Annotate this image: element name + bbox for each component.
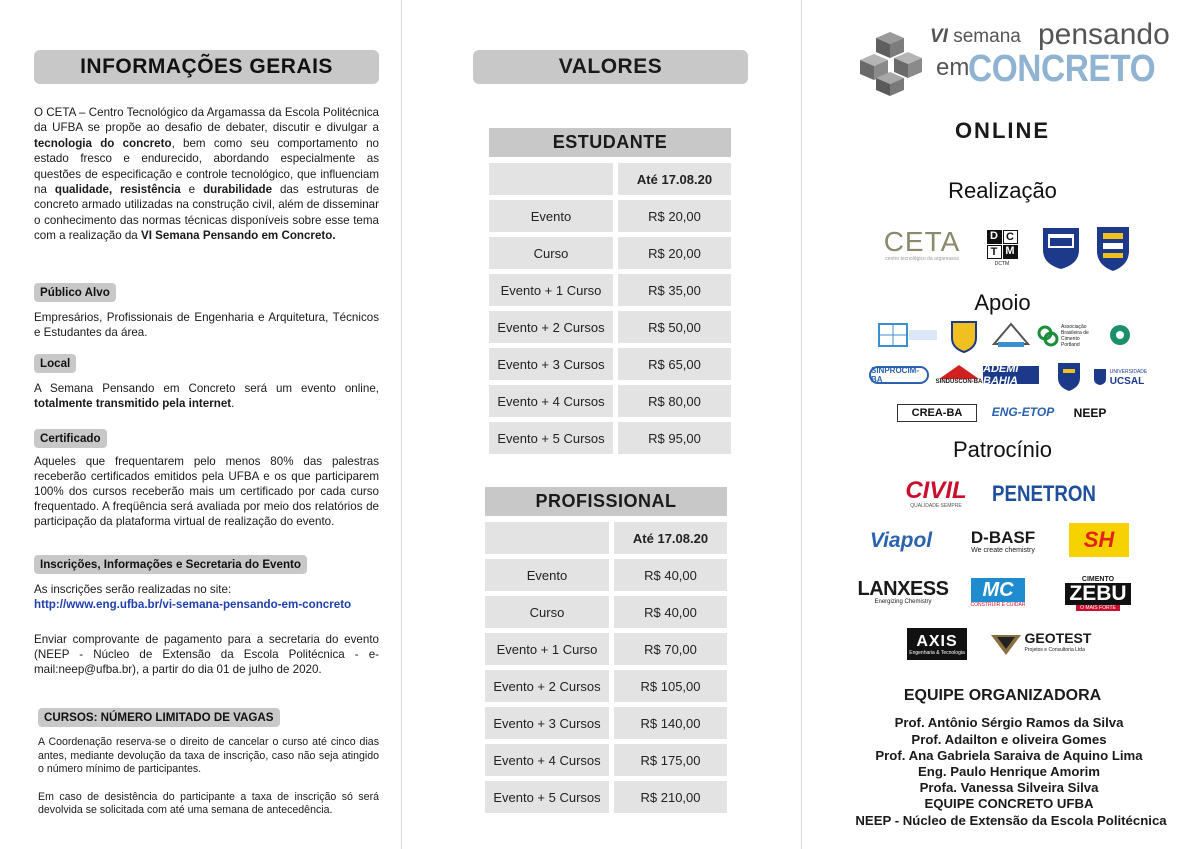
- inscricoes-section: [34, 555, 379, 677]
- option-label: Evento + 5 Cursos: [489, 422, 613, 454]
- abesc-logo: [992, 322, 1030, 348]
- intro-paragraph: O CETA – Centro Tecnológico da Argamassa da Escola Politécnica da UFBA se propõe ao desafio de debater, discutir e divulgar a tecnologia do concreto, bem como seu comportamento no estado fresco e endurecido, abordando especialmente as questões de especificação e controle tecnológico, que influenciam na qualidade, resistência e durabilidade das estruturas de concreto armado utilizadas na construção civil, além de disseminar o conhecimento das normas técnicas disponíveis sobre esse tema com a realização da VI Semana Pensando em Concreto.: [34, 106, 380, 243]
- certificado-badge: Certificado: [34, 429, 107, 448]
- realizacao-title: Realização: [948, 178, 1057, 203]
- option-label: Evento + 3 Cursos: [485, 707, 609, 739]
- team-member: Profa. Vanessa Silveira Silva: [919, 780, 1099, 795]
- zebu-logo: CIMENTO ZEBU O MAIS FORTE: [1055, 574, 1141, 612]
- abcp-logo: Associação Brasileira de Cimento Portland: [1037, 324, 1097, 348]
- option-label: Evento + 4 Cursos: [489, 385, 613, 417]
- table-row: [489, 274, 731, 306]
- ufba-small-crest-icon: [1055, 360, 1083, 392]
- cursos-text2: Em caso de desistência do participante a taxa de inscrição só será devolvida se solicitada com até uma semana de antecedência.: [38, 790, 379, 817]
- table-row: [489, 237, 731, 269]
- table-row: [485, 744, 727, 776]
- info-column: [34, 50, 380, 817]
- sh-logo: SH: [1069, 523, 1129, 557]
- table-row: [485, 707, 727, 739]
- local-section: [34, 354, 379, 411]
- option-price: R$ 40,00: [614, 559, 727, 591]
- neep-logo: NEEP: [1073, 406, 1107, 420]
- option-label: Evento + 4 Cursos: [485, 744, 609, 776]
- sinprocim-logo: SINPROCIM-BA: [869, 366, 929, 384]
- option-price: R$ 80,00: [618, 385, 731, 417]
- team-member: NEEP - Núcleo de Extensão da Escola Politécnica: [855, 813, 1167, 828]
- option-label: Evento + 1 Curso: [485, 633, 609, 665]
- lanxess-logo: LANXESS Energizing Chemistry: [857, 578, 949, 605]
- cubes-icon: [860, 28, 940, 98]
- table-row: [489, 200, 731, 232]
- engetop-logo: ENG-ETOP: [991, 405, 1055, 419]
- option-price: R$ 95,00: [618, 422, 731, 454]
- penetron-logo: PENETRON: [992, 481, 1096, 506]
- fundacao-escola-politecnica-logo: [877, 320, 939, 350]
- team-member: Prof. Adailton e oliveira Gomes: [911, 732, 1107, 747]
- option-price: R$ 20,00: [618, 200, 731, 232]
- ufba-crest-icon: [1093, 221, 1133, 273]
- option-label: Evento: [485, 559, 609, 591]
- civil-logo: CIVIL QUALIDADE SEMPRE: [905, 477, 967, 509]
- crea-ba-logo: CREA-BA: [897, 404, 977, 422]
- sindicato-logo: [948, 318, 980, 354]
- option-price: R$ 140,00: [614, 707, 727, 739]
- publico-section: [34, 283, 379, 340]
- estudante-header: ESTUDANTE: [489, 128, 731, 157]
- profissional-table: [485, 487, 727, 813]
- geotest-logo: GEOTEST Projetos e Consultoria Ltda: [985, 628, 1097, 660]
- option-label: Evento: [489, 200, 613, 232]
- viapol-logo: Viapol: [869, 529, 933, 552]
- inscricoes-text2: Enviar comprovante de pagamento para a secretaria do evento (NEEP - Núcleo de Extensão da Escola Politécnica - e-mail:neep@ufba.br), a partir do dia 01 de julho de 2020.: [34, 633, 379, 676]
- option-label: Evento + 5 Cursos: [485, 781, 609, 813]
- table-row: [485, 781, 727, 813]
- mc-logo: MC CONSTRUIR E CUIDAR: [970, 579, 1026, 608]
- date-header: Até 17.08.20: [614, 522, 727, 554]
- patrocinio-title: Patrocínio: [952, 437, 1053, 462]
- ucsal-logo: UNIVERSIDADE UCSAL: [1089, 366, 1151, 388]
- dctm-logo: D C T M DCTM: [985, 224, 1019, 272]
- fold-line: [401, 0, 402, 849]
- event-column: [805, 0, 1200, 849]
- geotest-icon: [991, 631, 1021, 657]
- axis-logo: AXIS Engenharia & Tecnologia: [907, 628, 967, 660]
- option-price: R$ 210,00: [614, 781, 727, 813]
- apoio-title: Apoio: [974, 290, 1031, 315]
- cursos-section: [34, 708, 379, 818]
- option-label: Evento + 3 Cursos: [489, 348, 613, 380]
- ademi-logo: ADEMI BAHIA: [983, 366, 1039, 384]
- option-price: R$ 20,00: [618, 237, 731, 269]
- option-price: R$ 65,00: [618, 348, 731, 380]
- table-row: [489, 422, 731, 454]
- option-price: R$ 50,00: [618, 311, 731, 343]
- team-member: EQUIPE CONCRETO UFBA: [924, 796, 1094, 811]
- table-row: [485, 559, 727, 591]
- option-label: Curso: [485, 596, 609, 628]
- table-row: [489, 348, 731, 380]
- option-label: Curso: [489, 237, 613, 269]
- inscricoes-text1: As inscrições serão realizadas no site:: [34, 583, 232, 596]
- table-row: [485, 596, 727, 628]
- option-price: R$ 105,00: [614, 670, 727, 702]
- cursos-badge: CURSOS: NÚMERO LIMITADO DE VAGAS: [38, 708, 280, 727]
- certificado-text: Aqueles que frequentarem pelo menos 80% das palestras receberão certificados emitidos pela UFBA e os que participarem 100% dos cursos receberão mais um certificado por cada curso frequentado. A freqüência será avaliada por meio dos relatórios de participação da plataforma virtual de realização do evento.: [34, 455, 379, 528]
- ceta-logo: CETA centro tecnológico da argamassa: [883, 226, 961, 262]
- option-label: Evento + 1 Curso: [489, 274, 613, 306]
- online-label: ONLINE: [954, 118, 1051, 143]
- empty-cell: [489, 163, 613, 195]
- table-row: [489, 311, 731, 343]
- option-price: R$ 35,00: [618, 274, 731, 306]
- publico-text: Empresários, Profissionais de Engenharia e Arquitetura, Técnicos e Estudantes da área.: [34, 311, 379, 339]
- abcp-icon: [1037, 325, 1059, 347]
- equipe-title: EQUIPE ORGANIZADORA: [903, 687, 1102, 704]
- valores-title: VALORES: [473, 50, 748, 84]
- registration-link[interactable]: http://www.eng.ufba.br/vi-semana-pensando-em-concreto: [34, 598, 352, 611]
- fold-line: [801, 0, 802, 849]
- cursos-text1: A Coordenação reserva-se o direito de cancelar o curso até cinco dias antes, mediante devolução da taxa de inscrição, caso não seja atingido o número mínimo de participantes.: [38, 736, 379, 776]
- escola-politecnica-crest-icon: [1040, 224, 1082, 270]
- table-row: [489, 385, 731, 417]
- profissional-header: PROFISSIONAL: [485, 487, 727, 516]
- certificado-section: [34, 429, 379, 529]
- comunidade-construcao-logo: [1107, 323, 1133, 351]
- estudante-table: [489, 128, 731, 454]
- table-header-row: [485, 522, 727, 554]
- local-text: A Semana Pensando em Concreto será um evento online, totalmente transmitido pela internet.: [34, 382, 379, 410]
- empty-cell: [485, 522, 609, 554]
- option-label: Evento + 2 Cursos: [485, 670, 609, 702]
- concreto-wordmark: CONCRETO: [968, 48, 1156, 90]
- table-row: [485, 633, 727, 665]
- inscricoes-badge: Inscrições, Informações e Secretaria do Evento: [34, 555, 307, 574]
- table-header-row: [489, 163, 731, 195]
- date-header: Até 17.08.20: [618, 163, 731, 195]
- event-logo: VI semana pensando em CONCRETO: [860, 22, 1160, 97]
- basf-logo: D-BASF We create chemistry: [970, 527, 1036, 554]
- team-member: Prof. Antônio Sérgio Ramos da Silva: [894, 715, 1124, 730]
- team-member: Eng. Paulo Henrique Amorim: [918, 764, 1100, 779]
- option-label: Evento + 2 Cursos: [489, 311, 613, 343]
- publico-badge: Público Alvo: [34, 283, 116, 302]
- sinduscon-logo: SINDUSCON-BA: [933, 362, 985, 388]
- option-price: R$ 40,00: [614, 596, 727, 628]
- team-member: Prof. Ana Gabriela Saraiva de Aquino Lima: [875, 748, 1143, 763]
- local-badge: Local: [34, 354, 76, 373]
- option-price: R$ 175,00: [614, 744, 727, 776]
- table-row: [485, 670, 727, 702]
- info-title: INFORMAÇÕES GERAIS: [34, 50, 379, 84]
- option-price: R$ 70,00: [614, 633, 727, 665]
